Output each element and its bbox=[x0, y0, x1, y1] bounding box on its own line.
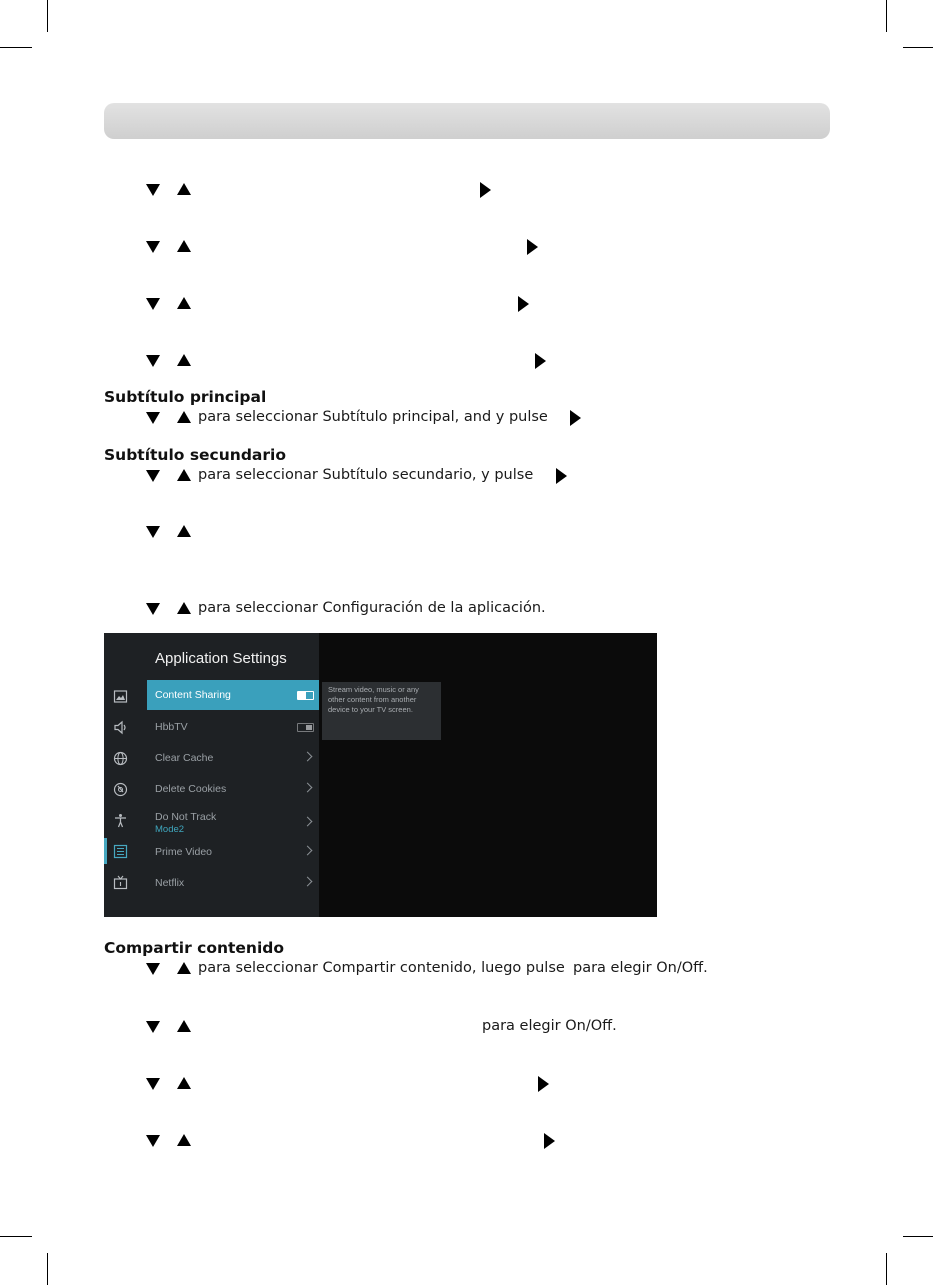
tv-item-label: HbbTV bbox=[155, 721, 188, 733]
triangle-down-icon bbox=[146, 241, 160, 253]
chevron-right-icon bbox=[303, 783, 313, 793]
triangle-down-icon bbox=[146, 526, 160, 538]
crop-mark bbox=[0, 1236, 32, 1237]
triangle-up-icon bbox=[177, 240, 191, 252]
instruction-row bbox=[146, 181, 546, 201]
section-header-bar bbox=[104, 103, 830, 139]
tv-rail-active-indicator bbox=[104, 838, 107, 864]
triangle-up-icon bbox=[177, 962, 191, 974]
chevron-right-icon bbox=[303, 817, 313, 827]
triangle-right-icon bbox=[527, 239, 538, 255]
instruction-suffix: para elegir On/Off. bbox=[573, 960, 708, 976]
tv-item-label: Content Sharing bbox=[155, 689, 231, 701]
toggle-off-icon[interactable] bbox=[297, 723, 314, 732]
triangle-up-icon bbox=[177, 1077, 191, 1089]
triangle-up-icon bbox=[177, 411, 191, 423]
instruction-row bbox=[146, 467, 596, 487]
instruction-row bbox=[146, 238, 546, 258]
triangle-down-icon bbox=[146, 603, 160, 615]
triangle-up-icon bbox=[177, 469, 191, 481]
instruction-suffix: para elegir On/Off. bbox=[482, 1018, 617, 1034]
accessibility-icon[interactable] bbox=[113, 813, 128, 828]
triangle-down-icon bbox=[146, 1078, 160, 1090]
crop-mark bbox=[903, 47, 933, 48]
tv-item-label: Prime Video bbox=[155, 846, 213, 858]
chevron-right-icon bbox=[303, 752, 313, 762]
triangle-right-icon bbox=[544, 1133, 555, 1149]
triangle-right-icon bbox=[538, 1076, 549, 1092]
tv-item-netflix[interactable] bbox=[147, 868, 319, 898]
sound-icon[interactable] bbox=[113, 720, 128, 735]
instruction-row bbox=[146, 409, 596, 429]
instruction-row bbox=[146, 352, 556, 372]
instruction-row bbox=[146, 1018, 646, 1038]
triangle-down-icon bbox=[146, 298, 160, 310]
tv-item-prime-video[interactable] bbox=[147, 837, 319, 867]
crop-mark bbox=[47, 0, 48, 32]
tv-item-clear-cache[interactable] bbox=[147, 743, 319, 773]
triangle-right-icon bbox=[480, 182, 491, 198]
channel-icon[interactable] bbox=[113, 782, 128, 797]
instruction-row bbox=[146, 600, 596, 620]
triangle-right-icon bbox=[570, 410, 581, 426]
tv-item-label: Clear Cache bbox=[155, 752, 214, 764]
triangle-up-icon bbox=[177, 1020, 191, 1032]
triangle-up-icon bbox=[177, 525, 191, 537]
tv-item-label: Do Not Track bbox=[155, 811, 217, 823]
crop-mark bbox=[886, 0, 887, 32]
triangle-down-icon bbox=[146, 1021, 160, 1033]
triangle-down-icon bbox=[146, 412, 160, 424]
crop-mark bbox=[903, 1236, 933, 1237]
crop-mark bbox=[886, 1253, 887, 1285]
tv-item-value: Mode2 bbox=[155, 824, 185, 835]
heading-subtitulo-secundario: Subtítulo secundario bbox=[104, 446, 286, 464]
heading-compartir-contenido: Compartir contenido bbox=[104, 939, 285, 957]
instruction-row bbox=[146, 295, 546, 315]
crop-mark bbox=[0, 47, 32, 48]
triangle-up-icon bbox=[177, 297, 191, 309]
heading-subtitulo-principal: Subtítulo principal bbox=[104, 388, 267, 406]
crop-mark bbox=[47, 1253, 48, 1285]
tv-item-label: Delete Cookies bbox=[155, 783, 227, 795]
network-icon[interactable] bbox=[113, 751, 128, 766]
tv-item-hbbtv[interactable] bbox=[147, 712, 319, 742]
tv-tooltip: Stream video, music or any other content from another device to your TV screen. bbox=[322, 682, 441, 740]
triangle-up-icon bbox=[177, 602, 191, 614]
chevron-right-icon bbox=[303, 846, 313, 856]
instruction-text: para seleccionar Subtítulo principal, and y pulse bbox=[198, 409, 548, 425]
tv-item-content-sharing[interactable] bbox=[147, 680, 319, 710]
instruction-row bbox=[146, 523, 546, 543]
apps-icon[interactable] bbox=[113, 844, 128, 859]
instruction-text: para seleccionar Configuración de la aplicación. bbox=[198, 600, 546, 616]
tv-item-do-not-track[interactable] bbox=[147, 805, 319, 839]
chevron-right-icon bbox=[303, 877, 313, 887]
instruction-text: para seleccionar Compartir contenido, luego pulse bbox=[198, 960, 565, 976]
triangle-right-icon bbox=[535, 353, 546, 369]
picture-icon[interactable] bbox=[113, 689, 128, 704]
instruction-row bbox=[146, 960, 746, 980]
triangle-down-icon bbox=[146, 184, 160, 196]
tv-item-delete-cookies[interactable] bbox=[147, 774, 319, 804]
triangle-right-icon bbox=[518, 296, 529, 312]
triangle-down-icon bbox=[146, 963, 160, 975]
triangle-right-icon bbox=[556, 468, 567, 484]
triangle-down-icon bbox=[146, 355, 160, 367]
instruction-row bbox=[146, 1132, 566, 1152]
triangle-up-icon bbox=[177, 1134, 191, 1146]
tv-menu-title: Application Settings bbox=[155, 650, 287, 667]
instruction-text: para seleccionar Subtítulo secundario, y pulse bbox=[198, 467, 534, 483]
toggle-on-icon[interactable] bbox=[297, 691, 314, 700]
triangle-down-icon bbox=[146, 1135, 160, 1147]
instruction-row bbox=[146, 1075, 566, 1095]
triangle-up-icon bbox=[177, 183, 191, 195]
triangle-up-icon bbox=[177, 354, 191, 366]
tv-settings-screenshot bbox=[104, 633, 657, 917]
triangle-down-icon bbox=[146, 470, 160, 482]
tv-icon[interactable] bbox=[113, 875, 128, 890]
tv-item-label: Netflix bbox=[155, 877, 185, 889]
